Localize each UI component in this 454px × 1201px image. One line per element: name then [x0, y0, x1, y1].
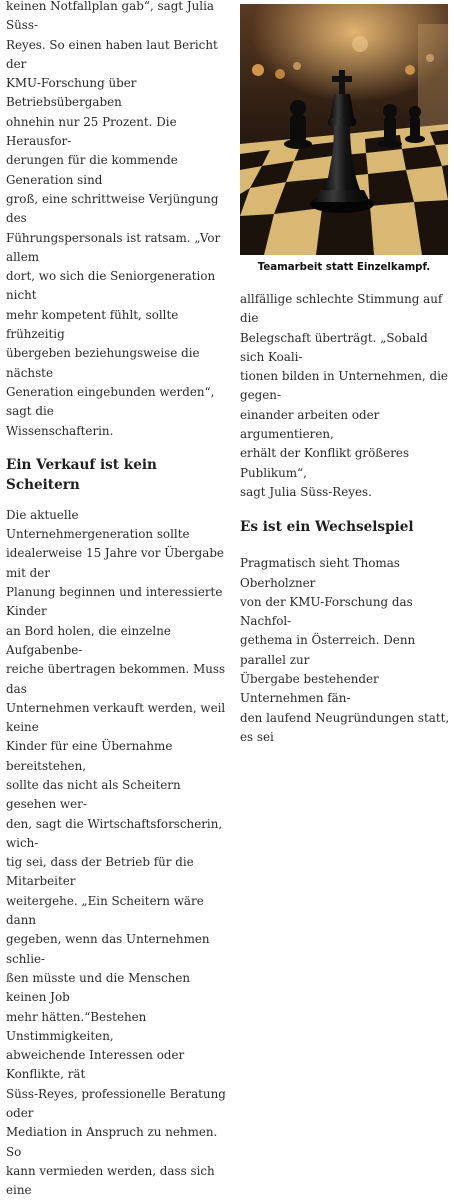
text-line: ßen müsste und die Menschen keinen Job	[6, 970, 191, 1005]
section-heading-wechselspiel: Es ist ein Wechselspiel	[240, 519, 414, 536]
text-line: Die aktuelle Unternehmergeneration sollte	[6, 507, 190, 542]
text-line: den, sagt die Wirtschaftsforscherin, wich-	[6, 816, 223, 850]
right-column	[240, 290, 452, 747]
text-line: derungen für die kommende Generation sind	[6, 153, 178, 187]
left-paragraph-2	[6, 506, 228, 1201]
text-line: Planung beginnen und interessierte Kinder	[6, 585, 223, 619]
text-line: sagt Julia Süss-Reyes.	[240, 484, 372, 499]
text-line: gegeben, wenn das Unternehmen schlie-	[6, 932, 210, 966]
text-line: Belegschaft überträgt. „Sobald sich Koali-	[240, 330, 428, 364]
text-line: Kinder für eine Übernahme bereitstehen,	[6, 739, 173, 773]
text-line: KMU-Forschung über Betriebsübergaben	[6, 76, 137, 110]
text-line: abweichende Interessen oder Konflikte, rät	[6, 1048, 185, 1082]
right-paragraph-1	[240, 290, 452, 502]
text-line: gethema in Österreich. Denn parallel zur	[240, 633, 416, 667]
text-line: einander arbeiten oder argumentieren,	[240, 407, 380, 442]
text-line: sollte das nicht als Scheitern gesehen wer-	[6, 777, 181, 812]
text-line: Süss-Reyes, professionelle Beratung oder	[6, 1086, 226, 1121]
text-line: kann vermieden werden, dass sich eine	[6, 1163, 215, 1198]
text-line: erhält der Konflikt größeres Publikum“,	[240, 446, 410, 480]
text-line: tig sei, dass der Betrieb für die Mitarbeiter	[6, 855, 194, 889]
text-line: den laufend Neugründungen statt, es sei	[240, 710, 450, 744]
text-line: tionen bilden in Unternehmen, die gegen-	[240, 369, 448, 403]
text-line: mehr hätten.“Bestehen Unstimmigkeiten,	[6, 1009, 147, 1043]
text-line: übergeben beziehungsweise die nächste	[6, 346, 200, 380]
text-line: ohnehin nur 25 Prozent. Die Herausfor-	[6, 114, 177, 149]
text-line: keinen Notfallplan gab“, sagt Julia Süss-	[6, 0, 214, 33]
left-paragraph-1	[6, 0, 228, 441]
text-line: Generation eingebunden werden“, sagt die	[6, 384, 215, 419]
section-heading-verkauf: Ein Verkauf ist kein Scheitern	[6, 456, 157, 493]
text-line: Wissenschafterin.	[6, 423, 114, 438]
text-line: Reyes. So einen haben laut Bericht der	[6, 37, 218, 71]
text-line: dort, wo sich die Seniorgeneration nicht	[6, 269, 216, 303]
text-line: mehr kompetent fühlt, sollte frühzeitig	[6, 307, 179, 342]
text-line: groß, eine schrittweise Verjüngung des	[6, 191, 219, 226]
figure-caption: Teamarbeit statt Einzelkampf.	[257, 262, 431, 273]
chess-king-photo	[240, 4, 448, 255]
text-line: Mediation in Anspruch zu nehmen. So	[6, 1125, 218, 1159]
text-line: von der KMU-Forschung das Nachfol-	[240, 594, 413, 629]
right-paragraph-2	[240, 554, 452, 747]
text-line: an Bord holen, die einzelne Aufgabenbe-	[6, 623, 171, 657]
text-line: idealerweise 15 Jahre vor Übergabe mit der	[6, 546, 224, 580]
left-column	[6, 0, 228, 1201]
text-line: Führungspersonals ist ratsam. „Vor allem	[6, 230, 221, 264]
text-line: weitergehe. „Ein Scheitern wäre dann	[6, 893, 204, 928]
article-figure	[240, 4, 448, 275]
text-line: Pragmatisch sieht Thomas Oberholzner	[240, 556, 400, 590]
text-line: Übergabe bestehender Unternehmen fän-	[240, 672, 379, 706]
text-line: Unternehmen verkauft werden, weil keine	[6, 700, 226, 735]
text-line: reiche übertragen bekommen. Muss das	[6, 662, 226, 696]
text-line: allfällige schlechte Stimmung auf die	[240, 292, 443, 326]
